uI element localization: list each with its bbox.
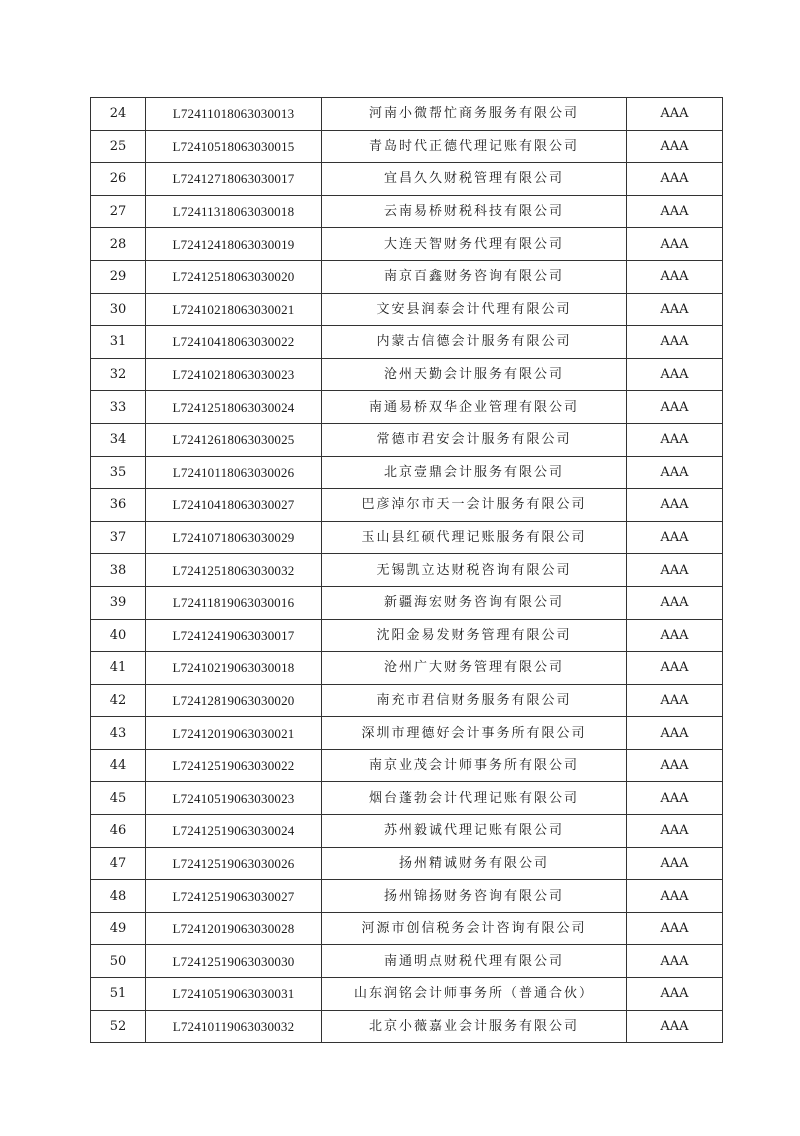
row-number: 30 [91,293,146,326]
row-number: 42 [91,684,146,717]
table-row [91,423,723,456]
table-row [91,130,723,163]
row-number: 46 [91,815,146,848]
company-name: 苏州毅诚代理记账有限公司 [322,815,627,848]
company-name: 深圳市理德好会计事务所有限公司 [322,717,627,750]
table-row [91,195,723,228]
credit-grade: AAA [627,978,723,1011]
company-name: 烟台蓬勃会计代理记账有限公司 [322,782,627,815]
table-row [91,880,723,913]
company-name: 河南小微帮忙商务服务有限公司 [322,98,627,131]
table-row [91,978,723,1011]
row-number: 26 [91,163,146,196]
row-number: 36 [91,489,146,522]
registration-code: L72412718063030017 [146,163,322,196]
company-name: 常德市君安会计服务有限公司 [322,423,627,456]
registration-code: L72410119063030032 [146,1010,322,1043]
company-name: 内蒙古信德会计服务有限公司 [322,326,627,359]
credit-grade: AAA [627,293,723,326]
table-row [91,815,723,848]
row-number: 50 [91,945,146,978]
registration-code: L72412618063030025 [146,423,322,456]
registration-code: L72412519063030026 [146,847,322,880]
registration-code: L72410418063030027 [146,489,322,522]
credit-grade: AAA [627,619,723,652]
row-number: 49 [91,912,146,945]
row-number: 51 [91,978,146,1011]
row-number: 37 [91,521,146,554]
table-row [91,456,723,489]
company-name: 巴彦淖尔市天一会计服务有限公司 [322,489,627,522]
credit-grade: AAA [627,684,723,717]
registration-code: L72410518063030015 [146,130,322,163]
table-row [91,717,723,750]
table-row [91,326,723,359]
registration-code: L72412519063030022 [146,749,322,782]
credit-grade: AAA [627,423,723,456]
registration-code: L72412019063030028 [146,912,322,945]
company-name: 山东润铭会计师事务所（普通合伙） [322,978,627,1011]
company-name: 北京壹鼎会计服务有限公司 [322,456,627,489]
table-row [91,489,723,522]
credit-grade: AAA [627,847,723,880]
registration-code: L72410519063030031 [146,978,322,1011]
registration-code: L72412419063030017 [146,619,322,652]
credit-grade: AAA [627,195,723,228]
row-number: 31 [91,326,146,359]
registration-code: L72412518063030024 [146,391,322,424]
row-number: 40 [91,619,146,652]
credit-grade: AAA [627,782,723,815]
row-number: 33 [91,391,146,424]
company-name: 新疆海宏财务咨询有限公司 [322,586,627,619]
table-row [91,554,723,587]
row-number: 48 [91,880,146,913]
registration-code: L72410118063030026 [146,456,322,489]
registration-code: L72412518063030020 [146,260,322,293]
credit-grade: AAA [627,228,723,261]
company-name: 沈阳金易发财务管理有限公司 [322,619,627,652]
row-number: 24 [91,98,146,131]
company-name: 沧州广大财务管理有限公司 [322,652,627,685]
table-row [91,293,723,326]
table-row [91,782,723,815]
row-number: 27 [91,195,146,228]
credit-grade: AAA [627,163,723,196]
registration-code: L72410519063030023 [146,782,322,815]
credit-grade: AAA [627,1010,723,1043]
row-number: 38 [91,554,146,587]
company-name: 沧州天勤会计服务有限公司 [322,358,627,391]
registration-code: L72410218063030021 [146,293,322,326]
table-row [91,652,723,685]
row-number: 52 [91,1010,146,1043]
company-name: 扬州精诚财务有限公司 [322,847,627,880]
credit-rating-table [90,97,723,1043]
credit-grade: AAA [627,130,723,163]
credit-grade: AAA [627,815,723,848]
company-name: 宜昌久久财税管理有限公司 [322,163,627,196]
company-name: 河源市创信税务会计咨询有限公司 [322,912,627,945]
company-name: 南京业茂会计师事务所有限公司 [322,749,627,782]
credit-grade: AAA [627,391,723,424]
row-number: 35 [91,456,146,489]
table-row [91,358,723,391]
credit-grade: AAA [627,326,723,359]
table-body [91,98,723,1043]
registration-code: L72412019063030021 [146,717,322,750]
row-number: 39 [91,586,146,619]
credit-grade: AAA [627,652,723,685]
credit-grade: AAA [627,456,723,489]
table-row [91,98,723,131]
registration-code: L72412519063030030 [146,945,322,978]
registration-code: L72412519063030024 [146,815,322,848]
credit-grade: AAA [627,489,723,522]
table-row [91,228,723,261]
company-name: 青岛时代正德代理记账有限公司 [322,130,627,163]
company-name: 大连天智财务代理有限公司 [322,228,627,261]
row-number: 45 [91,782,146,815]
table-row [91,912,723,945]
credit-grade: AAA [627,260,723,293]
table-row [91,163,723,196]
row-number: 28 [91,228,146,261]
credit-grade: AAA [627,554,723,587]
company-name: 南通明点财税代理有限公司 [322,945,627,978]
company-name: 文安县润泰会计代理有限公司 [322,293,627,326]
company-name: 南充市君信财务服务有限公司 [322,684,627,717]
credit-grade: AAA [627,880,723,913]
company-name: 扬州锦扬财务咨询有限公司 [322,880,627,913]
registration-code: L72412819063030020 [146,684,322,717]
row-number: 34 [91,423,146,456]
row-number: 44 [91,749,146,782]
table-row [91,260,723,293]
row-number: 29 [91,260,146,293]
registration-code: L72411819063030016 [146,586,322,619]
registration-code: L72410219063030018 [146,652,322,685]
row-number: 41 [91,652,146,685]
company-name: 南通易桥双华企业管理有限公司 [322,391,627,424]
table-row [91,945,723,978]
registration-code: L72410718063030029 [146,521,322,554]
company-name: 北京小薇嘉业会计服务有限公司 [322,1010,627,1043]
company-name: 玉山县红硕代理记账服务有限公司 [322,521,627,554]
registration-code: L72411318063030018 [146,195,322,228]
credit-grade: AAA [627,749,723,782]
registration-code: L72412418063030019 [146,228,322,261]
row-number: 25 [91,130,146,163]
row-number: 43 [91,717,146,750]
table-row [91,1010,723,1043]
table-row [91,684,723,717]
credit-grade: AAA [627,717,723,750]
registration-code: L72410218063030023 [146,358,322,391]
company-name: 南京百鑫财务咨询有限公司 [322,260,627,293]
table-row [91,619,723,652]
credit-grade: AAA [627,912,723,945]
credit-grade: AAA [627,945,723,978]
registration-code: L72410418063030022 [146,326,322,359]
company-name: 云南易桥财税科技有限公司 [322,195,627,228]
table-row [91,749,723,782]
company-name: 无锡凯立达财税咨询有限公司 [322,554,627,587]
table-row [91,847,723,880]
table-row [91,391,723,424]
registration-code: L72412519063030027 [146,880,322,913]
table-row [91,521,723,554]
credit-grade: AAA [627,98,723,131]
registration-code: L72412518063030032 [146,554,322,587]
row-number: 32 [91,358,146,391]
credit-grade: AAA [627,586,723,619]
registration-code: L72411018063030013 [146,98,322,131]
row-number: 47 [91,847,146,880]
table-row [91,586,723,619]
credit-grade: AAA [627,358,723,391]
credit-grade: AAA [627,521,723,554]
